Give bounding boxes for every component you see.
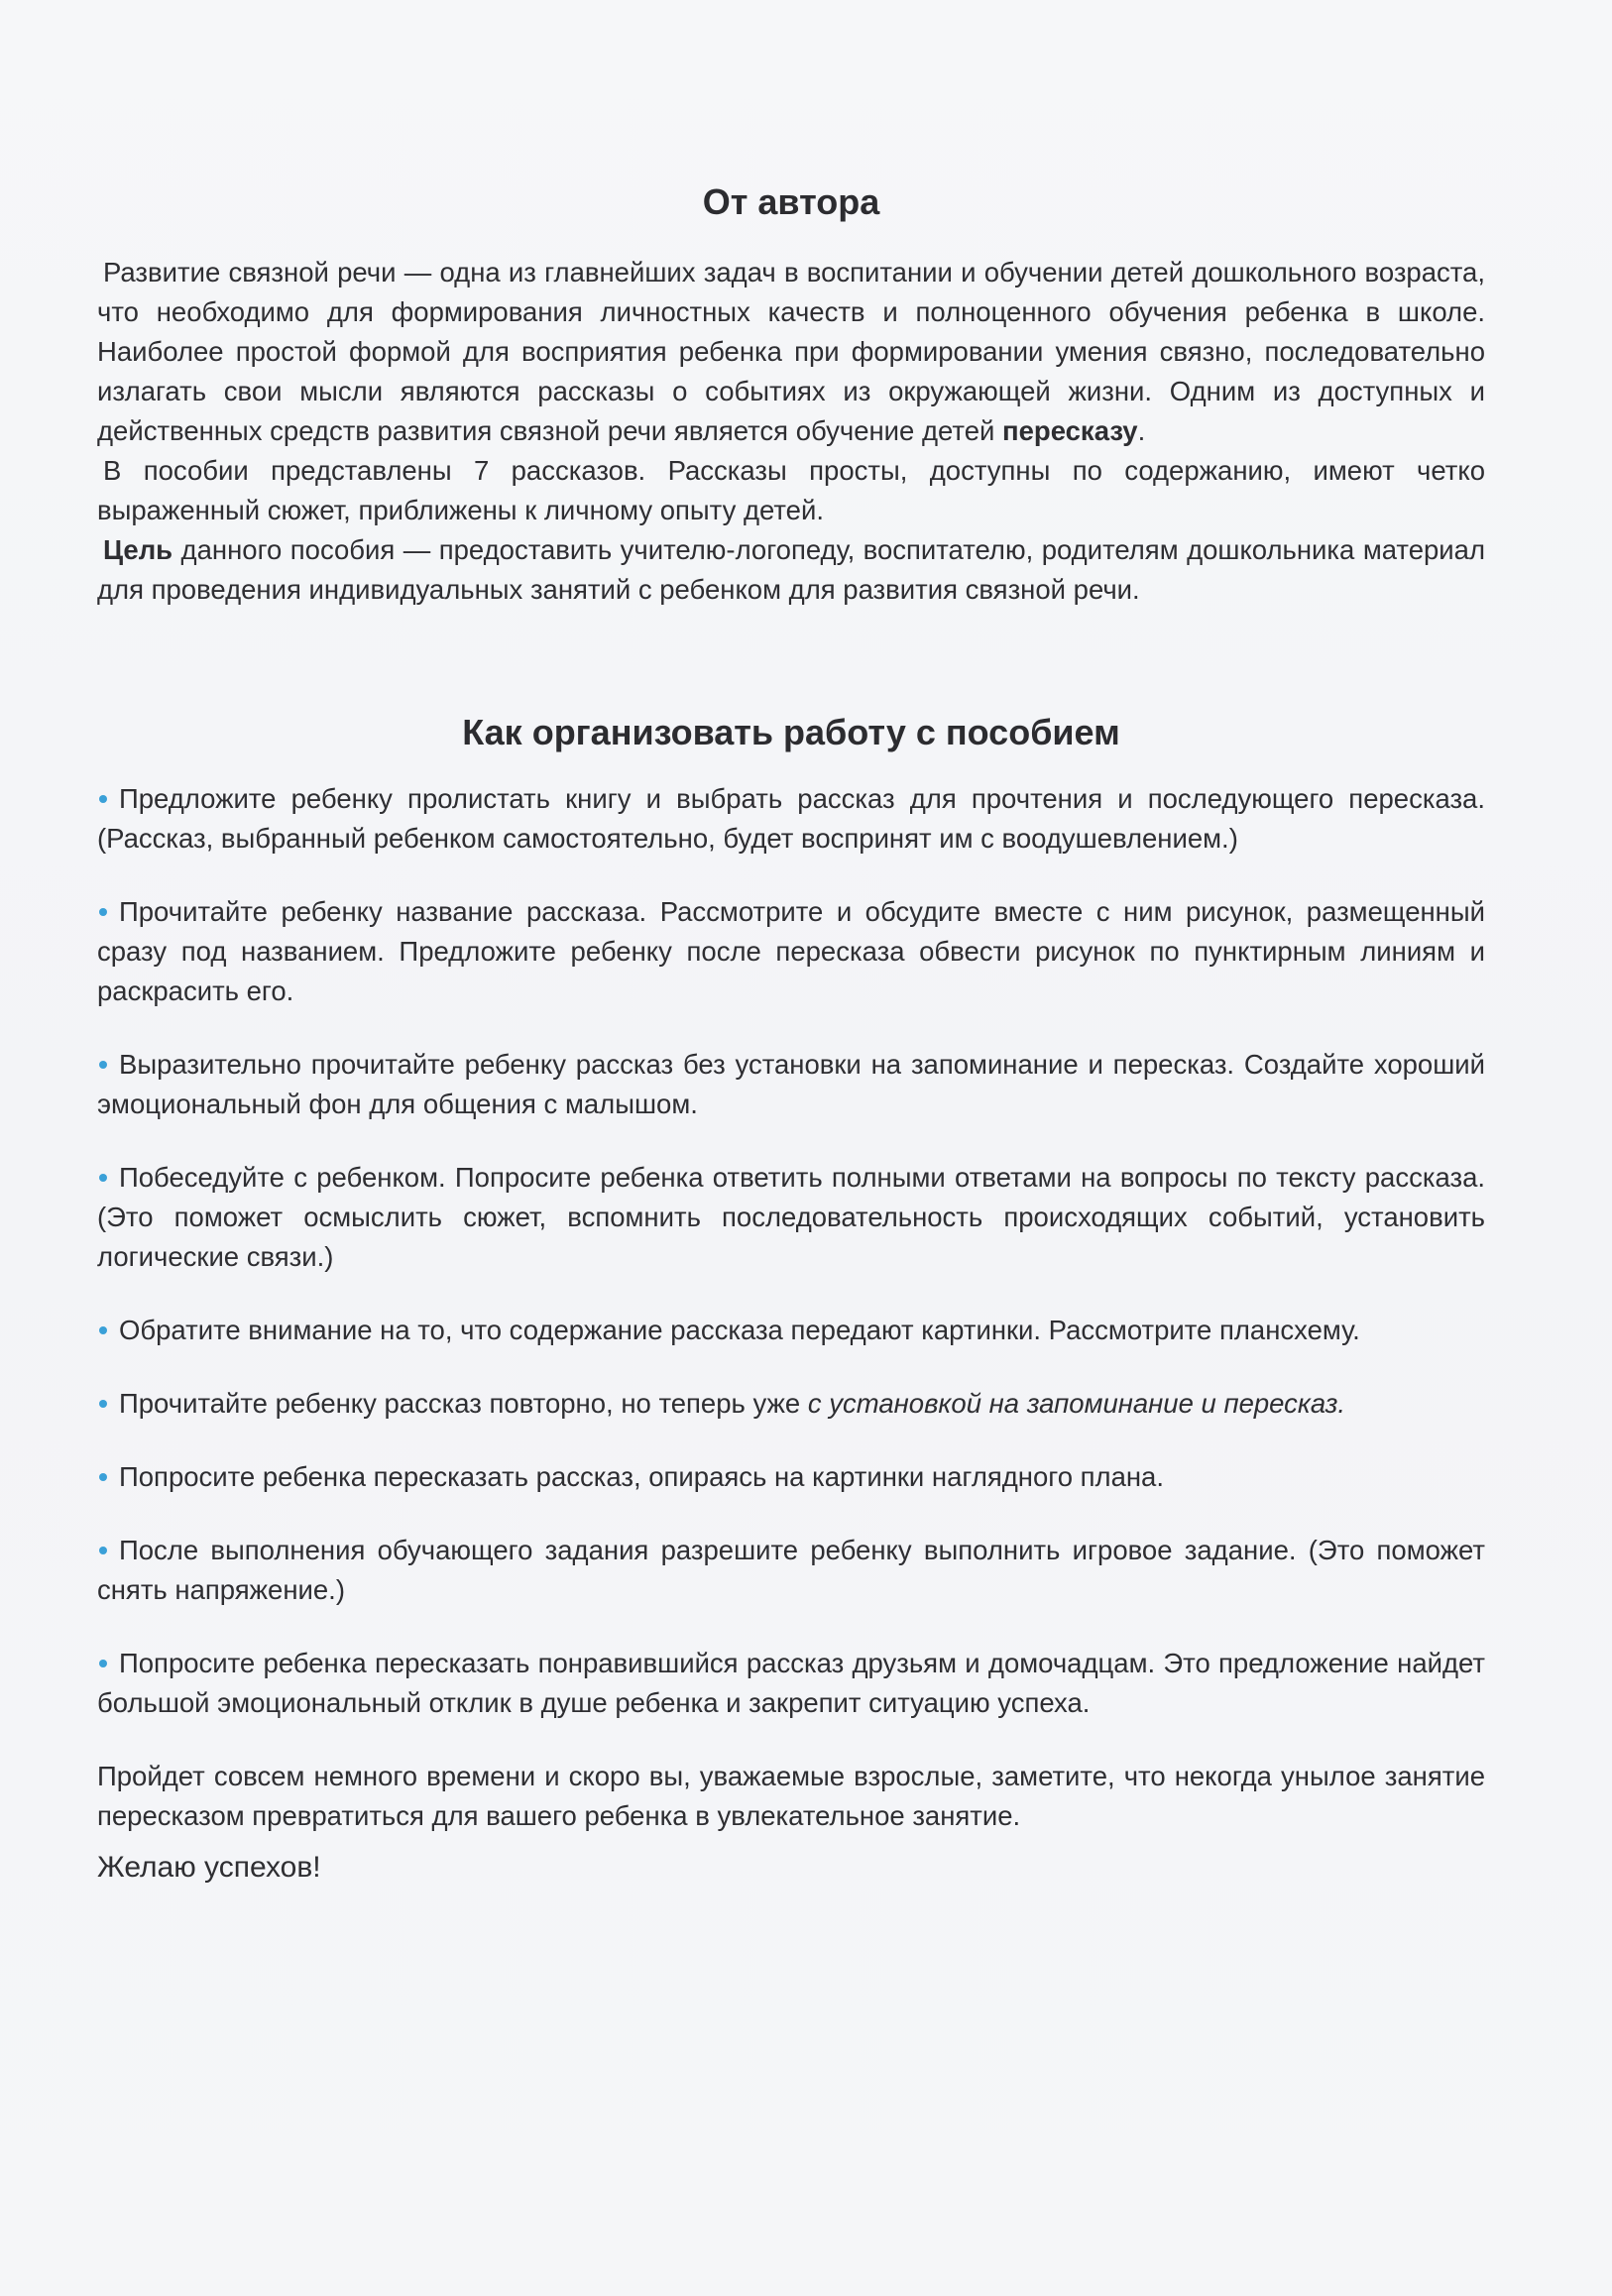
list-item — [97, 1158, 1485, 1277]
howto-section-title: Как организовать работу с пособием — [462, 712, 1120, 753]
tip-paragraph — [97, 1644, 1485, 1723]
list-item — [97, 779, 1485, 859]
list-item — [97, 1384, 1485, 1424]
tip-paragraph — [97, 1158, 1485, 1277]
author-paragraph: В пособии представлены 7 рассказов. Рассказы просты, доступны по содержанию, имеют четко выраженный сюжет, приближены к личному опыту детей. — [97, 455, 1485, 526]
author-section-title: От автора — [702, 181, 880, 222]
tip-text: После выполнения обучающего задания разрешите ребенку выполнить игровое задание. (Это поможет снять напряжение.) — [97, 1535, 1485, 1606]
author-paragraph-text: данного пособия — предоставить учителю-логопеду, воспитателю, родителям дошкольника материал для проведения индивидуальных занятий с ребенком для развития связной речи. — [97, 534, 1485, 606]
closing-section — [97, 1757, 1485, 1888]
emphasis-retelling: пересказу — [1002, 415, 1138, 447]
list-item — [97, 892, 1485, 1011]
tip-text: Выразительно прочитайте ребенку рассказ без установки на запоминание и пересказ. Создайте хороший эмоциональный фон для общения с малышом. — [97, 1049, 1485, 1120]
bullet-icon — [99, 795, 107, 803]
tip-text: Прочитайте ребенку название рассказа. Рассмотрите и обсудите вместе с ним рисунок, размещенный сразу под названием. Предложите ребенку после пересказа обвести рисунок по пунктирным линиям и раскрасить его. — [97, 896, 1485, 1007]
list-item — [97, 1644, 1485, 1723]
tip-paragraph — [97, 892, 1485, 1011]
bullet-icon — [99, 1547, 107, 1554]
closing-paragraph: Пройдет совсем немного времени и скоро вы, уважаемые взрослые, заметите, что некогда унылое занятие пересказом превратиться для вашего ребенка в увлекательное занятие. — [97, 1761, 1485, 1832]
bullet-icon — [99, 1400, 107, 1408]
author-paragraph-end: . — [1137, 415, 1146, 447]
tip-text: Попросите ребенка пересказать понравившийся рассказ друзьям и домочадцам. Это предложение найдет большой эмоциональный отклик в душе ребенка и закрепит ситуацию успеха. — [97, 1648, 1485, 1719]
author-paragraph-text: Развитие связной речи — одна из главнейших задач в воспитании и обучении детей дошкольного возраста, что необходимо для формирования личностных качеств и полноценного обучения ребенка в школе. Наиболее простой формой для восприятия ребенка при формировании умения связно, последовательно излагать свои мысли являются рассказы о событиях из окружающей жизни. Одним из доступных и действенных средств развития связной речи является обучение детей — [97, 257, 1485, 447]
list-item — [97, 1045, 1485, 1124]
tip-paragraph — [97, 1531, 1485, 1610]
tip-paragraph — [97, 1457, 1485, 1497]
author-paragraph — [97, 253, 1485, 451]
page-content — [97, 167, 1485, 1888]
tip-text: Предложите ребенку пролистать книгу и выбрать рассказ для прочтения и последующего пересказа. (Рассказ, выбранный ребенком самостоятельно, будет воспринят им с воодушевлением.) — [97, 783, 1485, 855]
bullet-icon — [99, 908, 107, 916]
author-paragraph — [97, 530, 1485, 610]
bullet-icon — [99, 1174, 107, 1182]
tip-text: Обратите внимание на то, что содержание рассказа передают картинки. Рассмотрите плансхему. — [119, 1315, 1360, 1346]
author-section-body — [97, 253, 1485, 610]
tips-list — [97, 779, 1485, 1723]
emphasis-goal: Цель — [103, 534, 173, 566]
tip-paragraph — [97, 1384, 1485, 1424]
list-item — [97, 1457, 1485, 1497]
bullet-icon — [99, 1061, 107, 1069]
list-item — [97, 1531, 1485, 1610]
tip-paragraph — [97, 1045, 1485, 1124]
tip-paragraph — [97, 779, 1485, 859]
bullet-icon — [99, 1326, 107, 1334]
bullet-icon — [99, 1473, 107, 1481]
tip-text: Прочитайте ребенку рассказ повторно, но теперь уже — [119, 1388, 808, 1420]
tip-paragraph — [97, 1311, 1485, 1350]
closing-wish: Желаю успехов! — [97, 1851, 321, 1885]
list-item — [97, 1311, 1485, 1350]
tip-emphasis: с установкой на запоминание и пересказ. — [807, 1388, 1346, 1420]
tip-text: Побеседуйте с ребенком. Попросите ребенка ответить полными ответами на вопросы по тексту рассказа. (Это поможет осмыслить сюжет, вспомнить последовательность происходящих событий, установить логические связи.) — [97, 1162, 1485, 1273]
tip-text: Попросите ребенка пересказать рассказ, опираясь на картинки наглядного плана. — [119, 1461, 1164, 1493]
bullet-icon — [99, 1660, 107, 1667]
